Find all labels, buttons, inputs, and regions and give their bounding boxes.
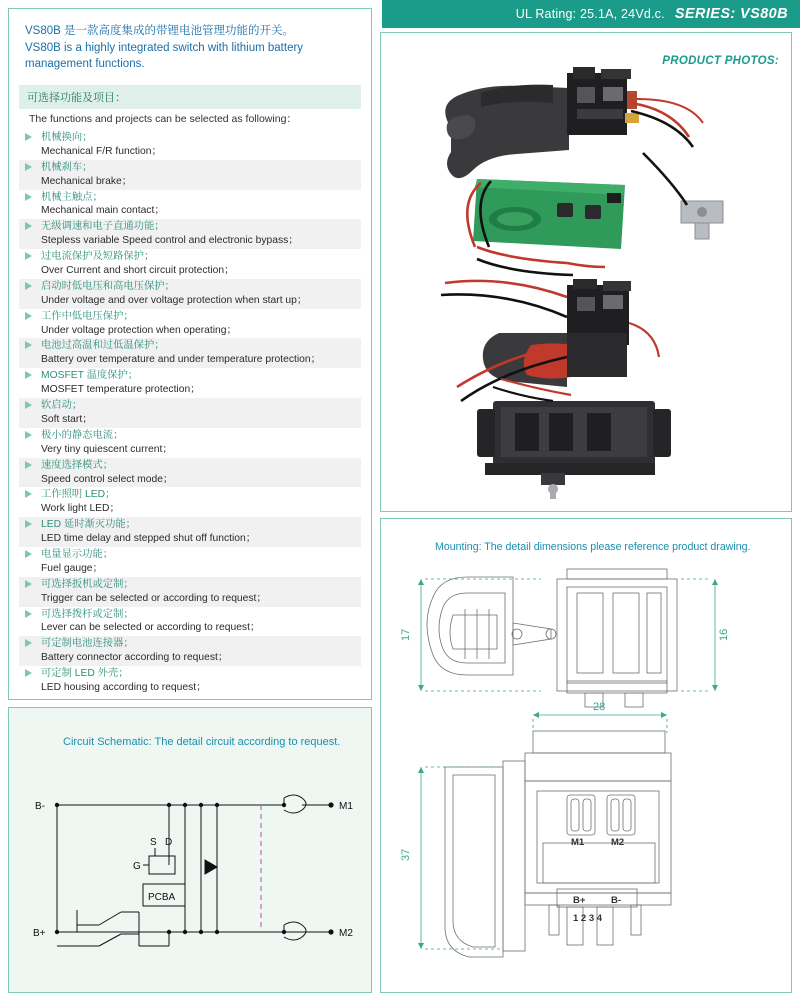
feature-label-cn: 工作照明 LED； <box>41 489 116 501</box>
intro-english: VS80B is a highly integrated switch with lithium battery management functions. <box>25 41 304 71</box>
feature-label-en: Over Current and short circuit protection； <box>41 265 235 277</box>
list-item <box>19 666 361 696</box>
product-photo-top <box>445 67 723 275</box>
arrow-icon <box>25 252 32 260</box>
feature-label-cn: 电量显示功能； <box>41 548 114 560</box>
feature-label-cn: 极小的静态电流； <box>41 429 124 441</box>
list-item <box>19 160 361 190</box>
header-rating-text: UL Rating: 25.1A, 24Vd.c. <box>515 7 665 21</box>
label-g: G <box>133 861 141 872</box>
callout-m2: M2 <box>611 837 625 848</box>
feature-label-cn: 机械刹车； <box>41 161 93 173</box>
arrow-icon <box>25 371 32 379</box>
feature-label-cn: 电池过高温和过低温保护； <box>41 340 165 352</box>
list-item <box>19 219 361 249</box>
feature-label-en: LED housing according to request； <box>41 681 207 693</box>
product-photos-title: PRODUCT PHOTOS: <box>662 55 779 67</box>
list-item <box>19 338 361 368</box>
bottom-dimension-drawing <box>445 731 671 957</box>
feature-label-en: Soft start； <box>41 413 93 425</box>
product-photos-panel <box>380 32 792 512</box>
feature-label-en: Under voltage protection when operating； <box>41 324 237 336</box>
list-item <box>19 517 361 547</box>
feature-label-en: Fuel gauge； <box>41 562 103 574</box>
list-item <box>19 458 361 488</box>
top-dimension-lines <box>418 579 718 691</box>
feature-label-en: Speed control select mode； <box>41 473 174 485</box>
arrow-icon <box>25 312 32 320</box>
callout-pins: 1 2 3 4 <box>573 913 603 924</box>
arrow-icon <box>25 580 32 588</box>
circuit-schematic-drawing <box>9 760 371 990</box>
callout-b-plus: B+ <box>573 895 586 906</box>
list-item <box>19 190 361 220</box>
list-item <box>19 398 361 428</box>
callout-b-minus: B- <box>611 895 622 906</box>
feature-label-en: Lever can be selected or according to request； <box>41 622 261 634</box>
top-dimension-drawing <box>427 569 677 707</box>
label-d: D <box>165 837 173 848</box>
list-item <box>19 577 361 607</box>
feature-label-cn: 可定制 LED 外壳； <box>41 668 129 680</box>
feature-label-cn: 可定制电池连接器； <box>41 638 134 650</box>
feature-label-cn: MOSFET 温度保护； <box>41 370 139 382</box>
dimension-width-top: 28 <box>593 701 606 713</box>
intro-block <box>9 9 371 77</box>
arrow-icon <box>25 669 32 677</box>
feature-label-cn: 机械换向； <box>41 132 93 144</box>
list-item <box>19 487 361 517</box>
callout-m1: M1 <box>571 837 585 848</box>
mounting-title: Mounting: The detail dimensions please reference product drawing. <box>435 541 751 553</box>
arrow-icon <box>25 431 32 439</box>
list-item <box>19 547 361 577</box>
feature-label-en: LED time delay and stepped shut off function； <box>41 533 257 545</box>
feature-label-cn: 启动时低电压和高电压保护； <box>41 280 175 292</box>
arrow-icon <box>25 222 32 230</box>
feature-label-cn: 过电流保护及短路保护； <box>41 251 155 263</box>
feature-label-cn: 无级调速和电子直通功能； <box>41 221 165 233</box>
product-photo-illustrations <box>381 33 791 503</box>
arrow-icon <box>25 401 32 409</box>
label-s: S <box>150 837 157 848</box>
arrow-icon <box>25 282 32 290</box>
circuit-schematic-title: Circuit Schematic: The detail circuit according to request. <box>63 736 341 748</box>
arrow-icon <box>25 490 32 498</box>
feature-label-cn: LED 延时渐灭功能； <box>41 519 136 531</box>
intro-chinese: VS80B 是一款高度集成的带锂电池管理功能的开关。 <box>25 25 294 37</box>
arrow-icon <box>25 550 32 558</box>
arrow-icon <box>25 163 32 171</box>
feature-label-cn: 可选择拨杆或定制； <box>41 608 134 620</box>
section-title-english: The functions and projects can be selected as following： <box>29 113 297 126</box>
feature-label-en: Trigger can be selected or according to request； <box>41 592 267 604</box>
arrow-icon <box>25 461 32 469</box>
label-b-plus: B+ <box>33 928 46 939</box>
feature-label-cn: 可选择扳机或定制； <box>41 578 134 590</box>
arrow-icon <box>25 520 32 528</box>
list-item <box>19 249 361 279</box>
feature-label-cn: 软启动； <box>41 400 83 412</box>
arrow-icon <box>25 341 32 349</box>
feature-label-en: MOSFET temperature protection； <box>41 384 201 396</box>
list-item <box>19 636 361 666</box>
feature-label-en: Very tiny quiescent current； <box>41 443 173 455</box>
label-m1: M1 <box>339 801 353 812</box>
list-item <box>19 607 361 637</box>
mounting-drawings <box>381 553 791 983</box>
label-m2: M2 <box>339 928 353 939</box>
feature-list <box>19 130 361 696</box>
circuit-schematic-panel <box>8 707 372 993</box>
mounting-panel <box>380 518 792 993</box>
feature-label-en: Battery connector according to request； <box>41 652 229 664</box>
label-pcba: PCBA <box>148 892 176 903</box>
feature-label-en: Mechanical main contact； <box>41 205 165 217</box>
feature-label-en: Mechanical F/R function； <box>41 145 162 157</box>
section-title-chinese: 可选择功能及项目： <box>19 85 361 109</box>
feature-label-cn: 机械主触点； <box>41 191 103 203</box>
header-bar <box>382 0 800 28</box>
list-item <box>19 279 361 309</box>
feature-label-en: Battery over temperature and under temperature protection； <box>41 354 321 366</box>
feature-label-cn: 速度选择模式； <box>41 459 114 471</box>
header-series-text: SERIES: VS80B <box>674 6 788 22</box>
list-item <box>19 309 361 339</box>
arrow-icon <box>25 610 32 618</box>
feature-label-en: Mechanical brake； <box>41 175 132 187</box>
arrow-icon <box>25 193 32 201</box>
feature-label-cn: 工作中低电压保护； <box>41 310 134 322</box>
list-item <box>19 130 361 160</box>
features-panel <box>8 8 372 700</box>
dimension-height-left: 17 <box>400 628 412 641</box>
feature-label-en: Work light LED； <box>41 503 120 515</box>
arrow-icon <box>25 639 32 647</box>
feature-label-en: Under voltage and over voltage protection when start up； <box>41 294 308 306</box>
dimension-height-right: 16 <box>718 628 730 641</box>
dimension-height-body: 37 <box>400 848 412 861</box>
label-b-minus: B- <box>35 801 45 812</box>
list-item <box>19 428 361 458</box>
list-item <box>19 368 361 398</box>
arrow-icon <box>25 133 32 141</box>
product-photo-bottom <box>441 279 671 499</box>
feature-label-en: Stepless variable Speed control and electronic bypass； <box>41 235 299 247</box>
